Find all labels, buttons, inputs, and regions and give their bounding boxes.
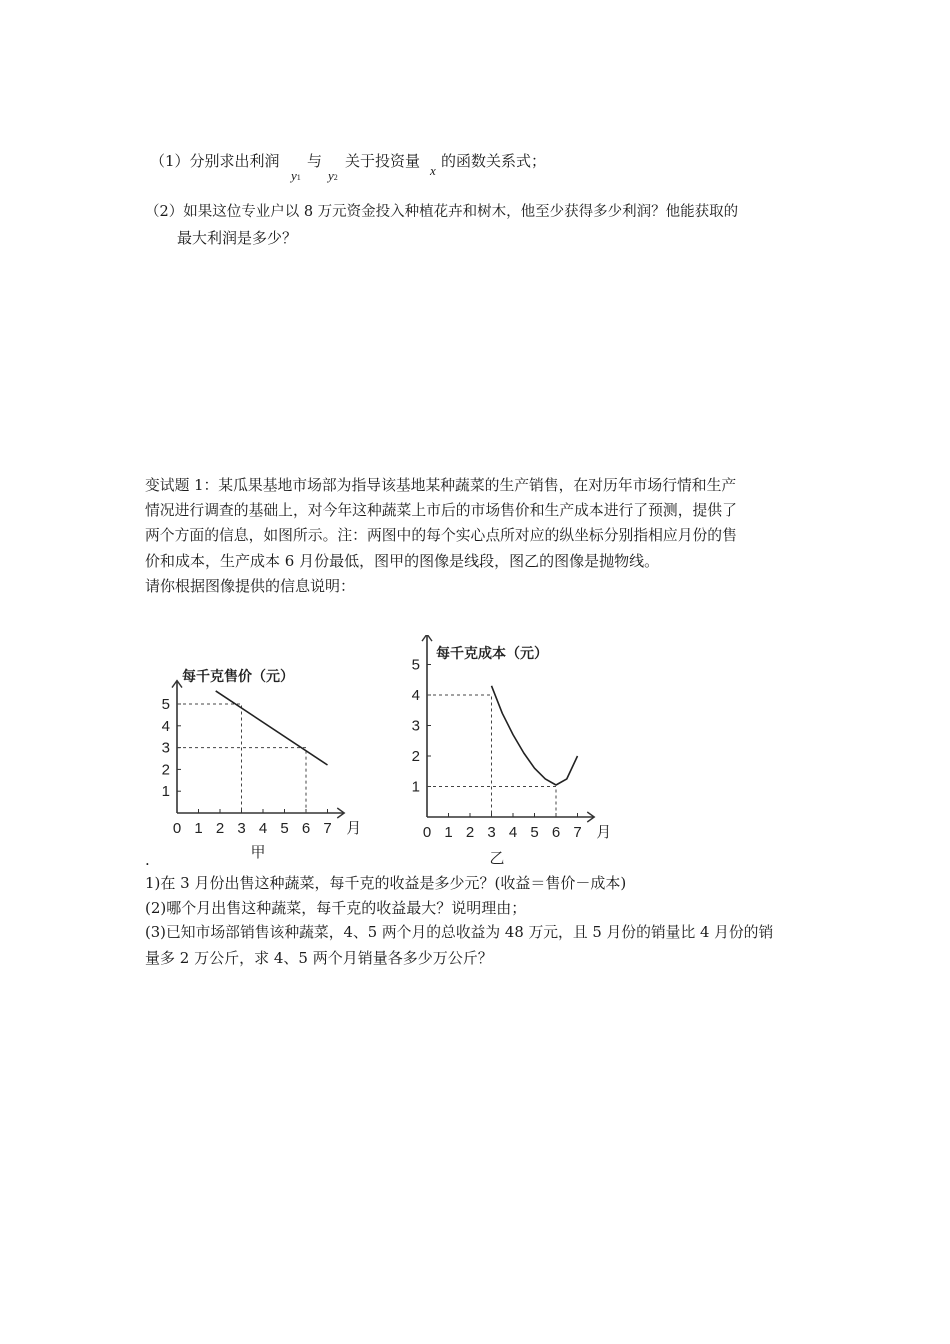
x-axis-label: 月 xyxy=(596,824,612,841)
x-tick-label: 1 xyxy=(444,824,453,841)
y-tick-label: 1 xyxy=(411,778,420,796)
x-tick-label: 5 xyxy=(530,824,539,841)
x-tick-label: 5 xyxy=(280,820,289,837)
q1-text-a: （1）分别求出利润 xyxy=(150,152,280,170)
q2-line-2: 最大利润是多少？ xyxy=(177,229,298,247)
sub-question-1: 1)在 3 月份出售这种蔬菜，每千克的收益是多少元？(收益＝售价－成本) xyxy=(145,874,627,892)
variant-line-2: 情况进行调查的基础上，对今年这种蔬菜上市后的市场售价和生产成本进行了预测，提供了 xyxy=(145,502,737,519)
series-line xyxy=(492,686,578,785)
x-tick-label: 4 xyxy=(508,824,518,841)
guide-line xyxy=(427,695,492,817)
y-tick-label: 2 xyxy=(411,748,420,765)
q1-text-with: 与 xyxy=(307,152,323,170)
y-tick-label: 5 xyxy=(161,696,170,713)
q1-text-b: 关于投资量 xyxy=(345,152,421,170)
y-tick-label: 4 xyxy=(161,717,170,735)
x-tick-label: 2 xyxy=(215,820,225,837)
x-tick-label: 3 xyxy=(237,820,246,837)
variant-line-4: 价和成本，生产成本 6 月份最低，图甲的图像是线段，图乙的图像是抛物线。 xyxy=(145,552,660,570)
chart-caption: 甲 xyxy=(250,844,266,861)
y1-symbol: y1 xyxy=(291,168,301,183)
y-tick-label: 2 xyxy=(161,761,170,779)
chart-title: 每千克成本（元） xyxy=(436,645,548,661)
sub-question-3: (3)已知市场部销售该种蔬菜，4、5 两个月的总收益为 48 万元，且 5 月份的销量比 4 月份的销 xyxy=(145,924,774,941)
x-tick-label: 0 xyxy=(422,824,432,841)
dot-mark: . xyxy=(145,851,150,869)
x-tick-label: 0 xyxy=(172,820,182,837)
x-tick-label: 2 xyxy=(465,824,475,841)
q1-text-c: 的函数关系式； xyxy=(441,152,547,170)
x-axis-label: 月 xyxy=(346,820,362,837)
chart-cost xyxy=(390,635,630,870)
variant-line-1: 变试题 1：某瓜果基地市场部为指导该基地某种蔬菜的生产销售，在对历年市场行情和生产 xyxy=(145,477,737,494)
x-tick-label: 1 xyxy=(194,820,203,837)
variant-line-3: 两个方面的信息，如图所示。注：两图中的每个实心点所对应的纵坐标分别指相应月份的售 xyxy=(145,527,737,544)
y-tick-label: 4 xyxy=(411,687,420,704)
x-tick-label: 3 xyxy=(487,824,496,841)
sub-question-2: (2)哪个月出售这种蔬菜，每千克的收益最大？说明理由； xyxy=(145,899,527,917)
y-tick-label: 5 xyxy=(411,656,420,674)
x-tick-label: 4 xyxy=(258,820,268,837)
x-symbol: x xyxy=(430,163,436,178)
chart-caption: 乙 xyxy=(489,850,505,867)
y2-symbol: y2 xyxy=(328,168,338,183)
q2-line-1: （2）如果这位专业户以 8 万元资金投入种植花卉和树木，他至少获得多少利润？他能获取的 xyxy=(145,204,739,220)
y-tick-label: 3 xyxy=(161,739,170,757)
chart-price xyxy=(140,655,380,870)
chart-title: 每千克售价（元） xyxy=(182,668,294,684)
y-tick-label: 1 xyxy=(161,783,170,801)
x-tick-label: 7 xyxy=(323,820,332,837)
sub-question-3-cont: 量多 2 万公斤，求 4、5 两个月销量各多少万公斤？ xyxy=(145,949,493,967)
x-tick-label: 7 xyxy=(573,824,582,841)
x-tick-label: 6 xyxy=(301,820,311,837)
variant-line-5: 请你根据图像提供的信息说明： xyxy=(145,577,356,595)
y-tick-label: 3 xyxy=(411,717,420,735)
x-tick-label: 6 xyxy=(551,824,561,841)
guide-line xyxy=(177,704,242,813)
series-line xyxy=(216,691,328,765)
